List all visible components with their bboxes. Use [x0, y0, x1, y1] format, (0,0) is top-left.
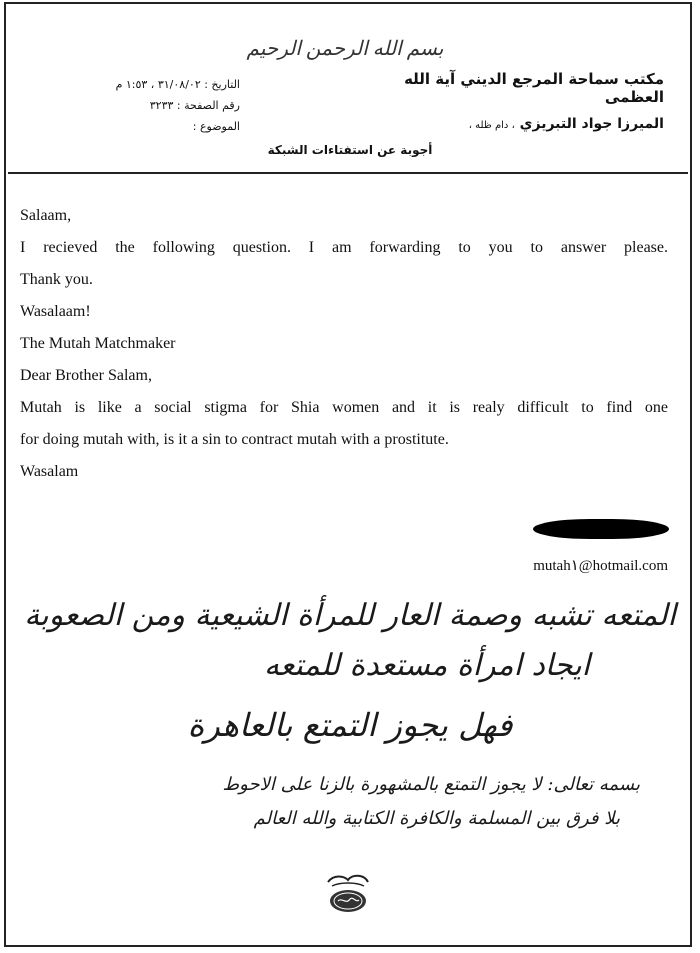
signature-seal-icon [320, 870, 376, 916]
sender-email: mutah١@hotmail.com [533, 558, 668, 574]
letter-paragraph: Dear Brother Salam, [20, 367, 152, 384]
handwritten-answer-line: بلا فرق بين المسلمة والكافرة الكتابية والله العالم [253, 808, 620, 829]
office-title: مكتب سماحة المرجع الديني آية الله العظمى [404, 70, 664, 106]
date-line: التاريخ : ٣١/٠٨/٠٢ ، ١:٥٣ م [115, 78, 240, 91]
document-meta [40, 74, 240, 137]
office-name-suffix: ، دام ظله ، [468, 120, 515, 131]
office-name-text: الميرزا جواد التبريزي [519, 116, 664, 132]
letter-paragraph: Thank you. [20, 271, 93, 288]
handwritten-question-line: فهل يجوز التمتع بالعاهرة [187, 706, 513, 744]
handwritten-question-line: ايجاد امرأة مستعدة للمتعه [263, 648, 590, 683]
handwritten-answer-line: بسمه تعالى: لا يجوز التمتع بالمشهورة بالزنا على الاحوط [222, 774, 640, 795]
letter-paragraph: Wasalam [20, 463, 79, 480]
letter-paragraph: The Mutah Matchmaker [20, 335, 176, 352]
page-number-line: رقم الصفحة : ٣٢٣٣ [149, 99, 240, 112]
letter-paragraph: I recieved the following question. I am forwarding to you to answer please. [20, 239, 668, 256]
basmala-calligraphy: بسم الله الرحمن الرحيم [246, 37, 444, 60]
handwritten-question-line: المتعه تشبه وصمة العار للمرأة الشيعية ومن الصعوبة [24, 598, 676, 633]
header-divider [8, 172, 688, 174]
office-name [364, 116, 664, 132]
letter-paragraph: Salaam, [20, 207, 72, 224]
letter-paragraph: for doing mutah with, is it a sin to contract mutah with a prostitute. [20, 431, 449, 448]
letter-paragraph: Wasalaam! [20, 303, 91, 320]
subject-label: الموضوع : [192, 120, 240, 133]
letter-paragraph: Mutah is like a social stigma for Shia women and it is realy difficult to find one [20, 399, 668, 416]
office-header [364, 70, 664, 132]
letter-body [20, 200, 668, 488]
subject-heading: أجوبة عن استفتاءات الشبكة [267, 143, 433, 157]
redaction-bar [533, 519, 669, 539]
